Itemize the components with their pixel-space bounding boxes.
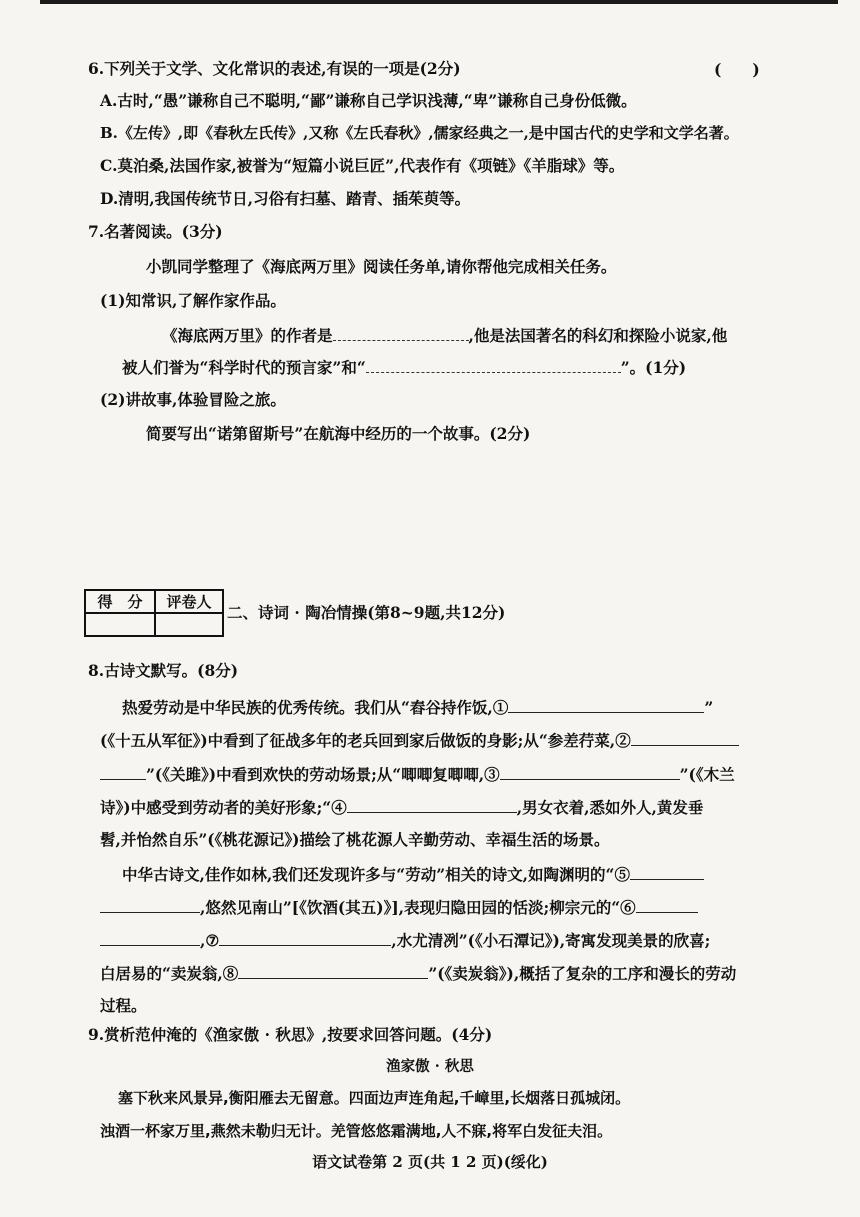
q8-line9 — [100, 962, 736, 985]
page-footer: 语文试卷第 2 页(共 1 2 页)(绥化) — [312, 1153, 548, 1171]
section-2-heading: 二、诗词 · 陶冶情操(第8~9题,共12分) — [227, 603, 506, 622]
q6-option-d: D.清明,我国传统节日,习俗有扫墓、踏青、插茱萸等。 — [100, 189, 471, 208]
q6-option-b: B.《左传》,即《春秋左氏传》,又称《左氏春秋》,儒家经典之一,是中国古代的史学和文学名著。 — [100, 124, 739, 142]
grader-header: 评卷人 — [155, 590, 223, 613]
q7-part1-title: (1)知常识,了解作家作品。 — [100, 291, 286, 310]
q8-text-6a: 中华古诗文,佳作如林,我们还发现许多与“劳动”相关的诗文,如陶渊明的“⑤ — [122, 865, 630, 884]
q7-part1-text-a: 《海底两万里》的作者是 — [162, 326, 333, 345]
blank-4[interactable] — [347, 796, 517, 813]
q8-text-7a: ,悠然见南山”[《饮酒(其五)》],表现归隐田园的恬淡;柳宗元的“⑥ — [200, 898, 636, 917]
blank-6-part2[interactable] — [100, 929, 200, 946]
q8-text-3b: ”(《木兰 — [679, 765, 735, 784]
score-table — [84, 589, 224, 637]
q7-intro: 小凯同学整理了《海底两万里》阅读任务单,请你帮他完成相关任务。 — [146, 257, 617, 276]
blank-2-part1[interactable] — [631, 729, 739, 746]
q6-stem: 6.下列关于文学、文化常识的表述,有误的一项是(2分) — [88, 59, 461, 78]
q7-part1-line2 — [122, 356, 686, 379]
q7-stem: 7.名著阅读。(3分) — [88, 222, 223, 241]
q8-text-4a: 诗》)中感受到劳动者的美好形象;“④ — [100, 798, 347, 817]
q8-text-9a: 白居易的“卖炭翁,⑧ — [100, 964, 239, 983]
q8-text-3a: ”(《关雎》)中看到欢快的劳动场景;从“唧唧复唧唧,③ — [146, 765, 500, 784]
q8-line6 — [122, 863, 704, 886]
score-cell[interactable] — [85, 613, 155, 636]
q8-text-1b: ” — [704, 698, 714, 717]
poem-title: 渔家傲 · 秋思 — [386, 1058, 474, 1075]
q7-part1-text-b: ,他是法国著名的科幻和探险小说家,他 — [468, 326, 728, 345]
q8-line7 — [100, 896, 698, 919]
q7-part2-text: 简要写出“诺第留斯号”在航海中经历的一个故事。(2分) — [146, 424, 531, 443]
q8-text-8a: ,⑦ — [200, 931, 220, 950]
q7-part1-text-c: 被人们誉为“科学时代的预言家”和“ — [122, 358, 366, 377]
q7-part2-title: (2)讲故事,体验冒险之旅。 — [100, 390, 286, 409]
blank-8[interactable] — [238, 962, 428, 979]
q8-text-9b: ”(《卖炭翁》),概括了复杂的工序和漫长的劳动 — [428, 964, 737, 983]
blank-7[interactable] — [219, 929, 391, 946]
top-border-line — [40, 0, 838, 4]
q8-text-1a: 热爱劳动是中华民族的优秀传统。我们从“舂谷持作饭,① — [122, 698, 509, 717]
q6-option-a: A.古时,“愚”谦称自己不聪明,“鄙”谦称自己学识浅薄,“卑”谦称自己身份低微。 — [100, 91, 637, 110]
q8-text-2a: (《十五从军征》)中看到了征战多年的老兵回到家后做饭的身影;从“参差荇菜,② — [100, 731, 631, 750]
q8-line10: 过程。 — [100, 996, 147, 1015]
poem-line-1: 塞下秋来风景异,衡阳雁去无留意。四面边声连角起,千嶂里,长烟落日孤城闭。 — [118, 1089, 631, 1107]
q7-title-blank[interactable] — [366, 356, 621, 373]
blank-5-part2[interactable] — [100, 896, 200, 913]
q8-line8 — [100, 929, 710, 952]
q8-line4 — [100, 796, 703, 819]
blank-5-part1[interactable] — [630, 863, 704, 880]
q8-line3 — [100, 763, 735, 786]
poem-line-2: 浊酒一杯家万里,燕然未勒归无计。羌管悠悠霜满地,人不寐,将军白发征夫泪。 — [100, 1122, 613, 1140]
blank-3[interactable] — [500, 763, 680, 780]
grader-cell[interactable] — [155, 613, 223, 636]
q8-line2 — [100, 729, 739, 752]
q7-part1-text-d: ”。(1分) — [620, 358, 687, 377]
score-header: 得 分 — [85, 590, 155, 613]
q8-text-4b: ,男女衣着,悉如外人,黄发垂 — [516, 798, 704, 817]
blank-6-part1[interactable] — [636, 896, 698, 913]
blank-2-part2[interactable] — [100, 763, 146, 780]
q7-answer-area[interactable] — [120, 452, 780, 580]
blank-1[interactable] — [508, 696, 704, 713]
q8-line1 — [122, 696, 713, 719]
q8-line5: 髫,并怡然自乐”(《桃花源记》)描绘了桃花源人辛勤劳动、幸福生活的场景。 — [100, 830, 610, 849]
q9-stem: 9.赏析范仲淹的《渔家傲 · 秋思》,按要求回答问题。(4分) — [88, 1025, 493, 1044]
q8-stem: 8.古诗文默写。(8分) — [88, 661, 239, 680]
q7-part1-line1 — [162, 324, 727, 347]
q8-text-8b: ,水尤清冽”(《小石潭记》),寄寓发现美景的欣喜; — [391, 931, 711, 950]
q6-answer-paren[interactable]: ( ) — [714, 60, 760, 79]
q7-author-blank[interactable] — [333, 324, 469, 341]
q6-option-c: C.莫泊桑,法国作家,被誉为“短篇小说巨匠”,代表作有《项链》《羊脂球》等。 — [100, 156, 625, 175]
